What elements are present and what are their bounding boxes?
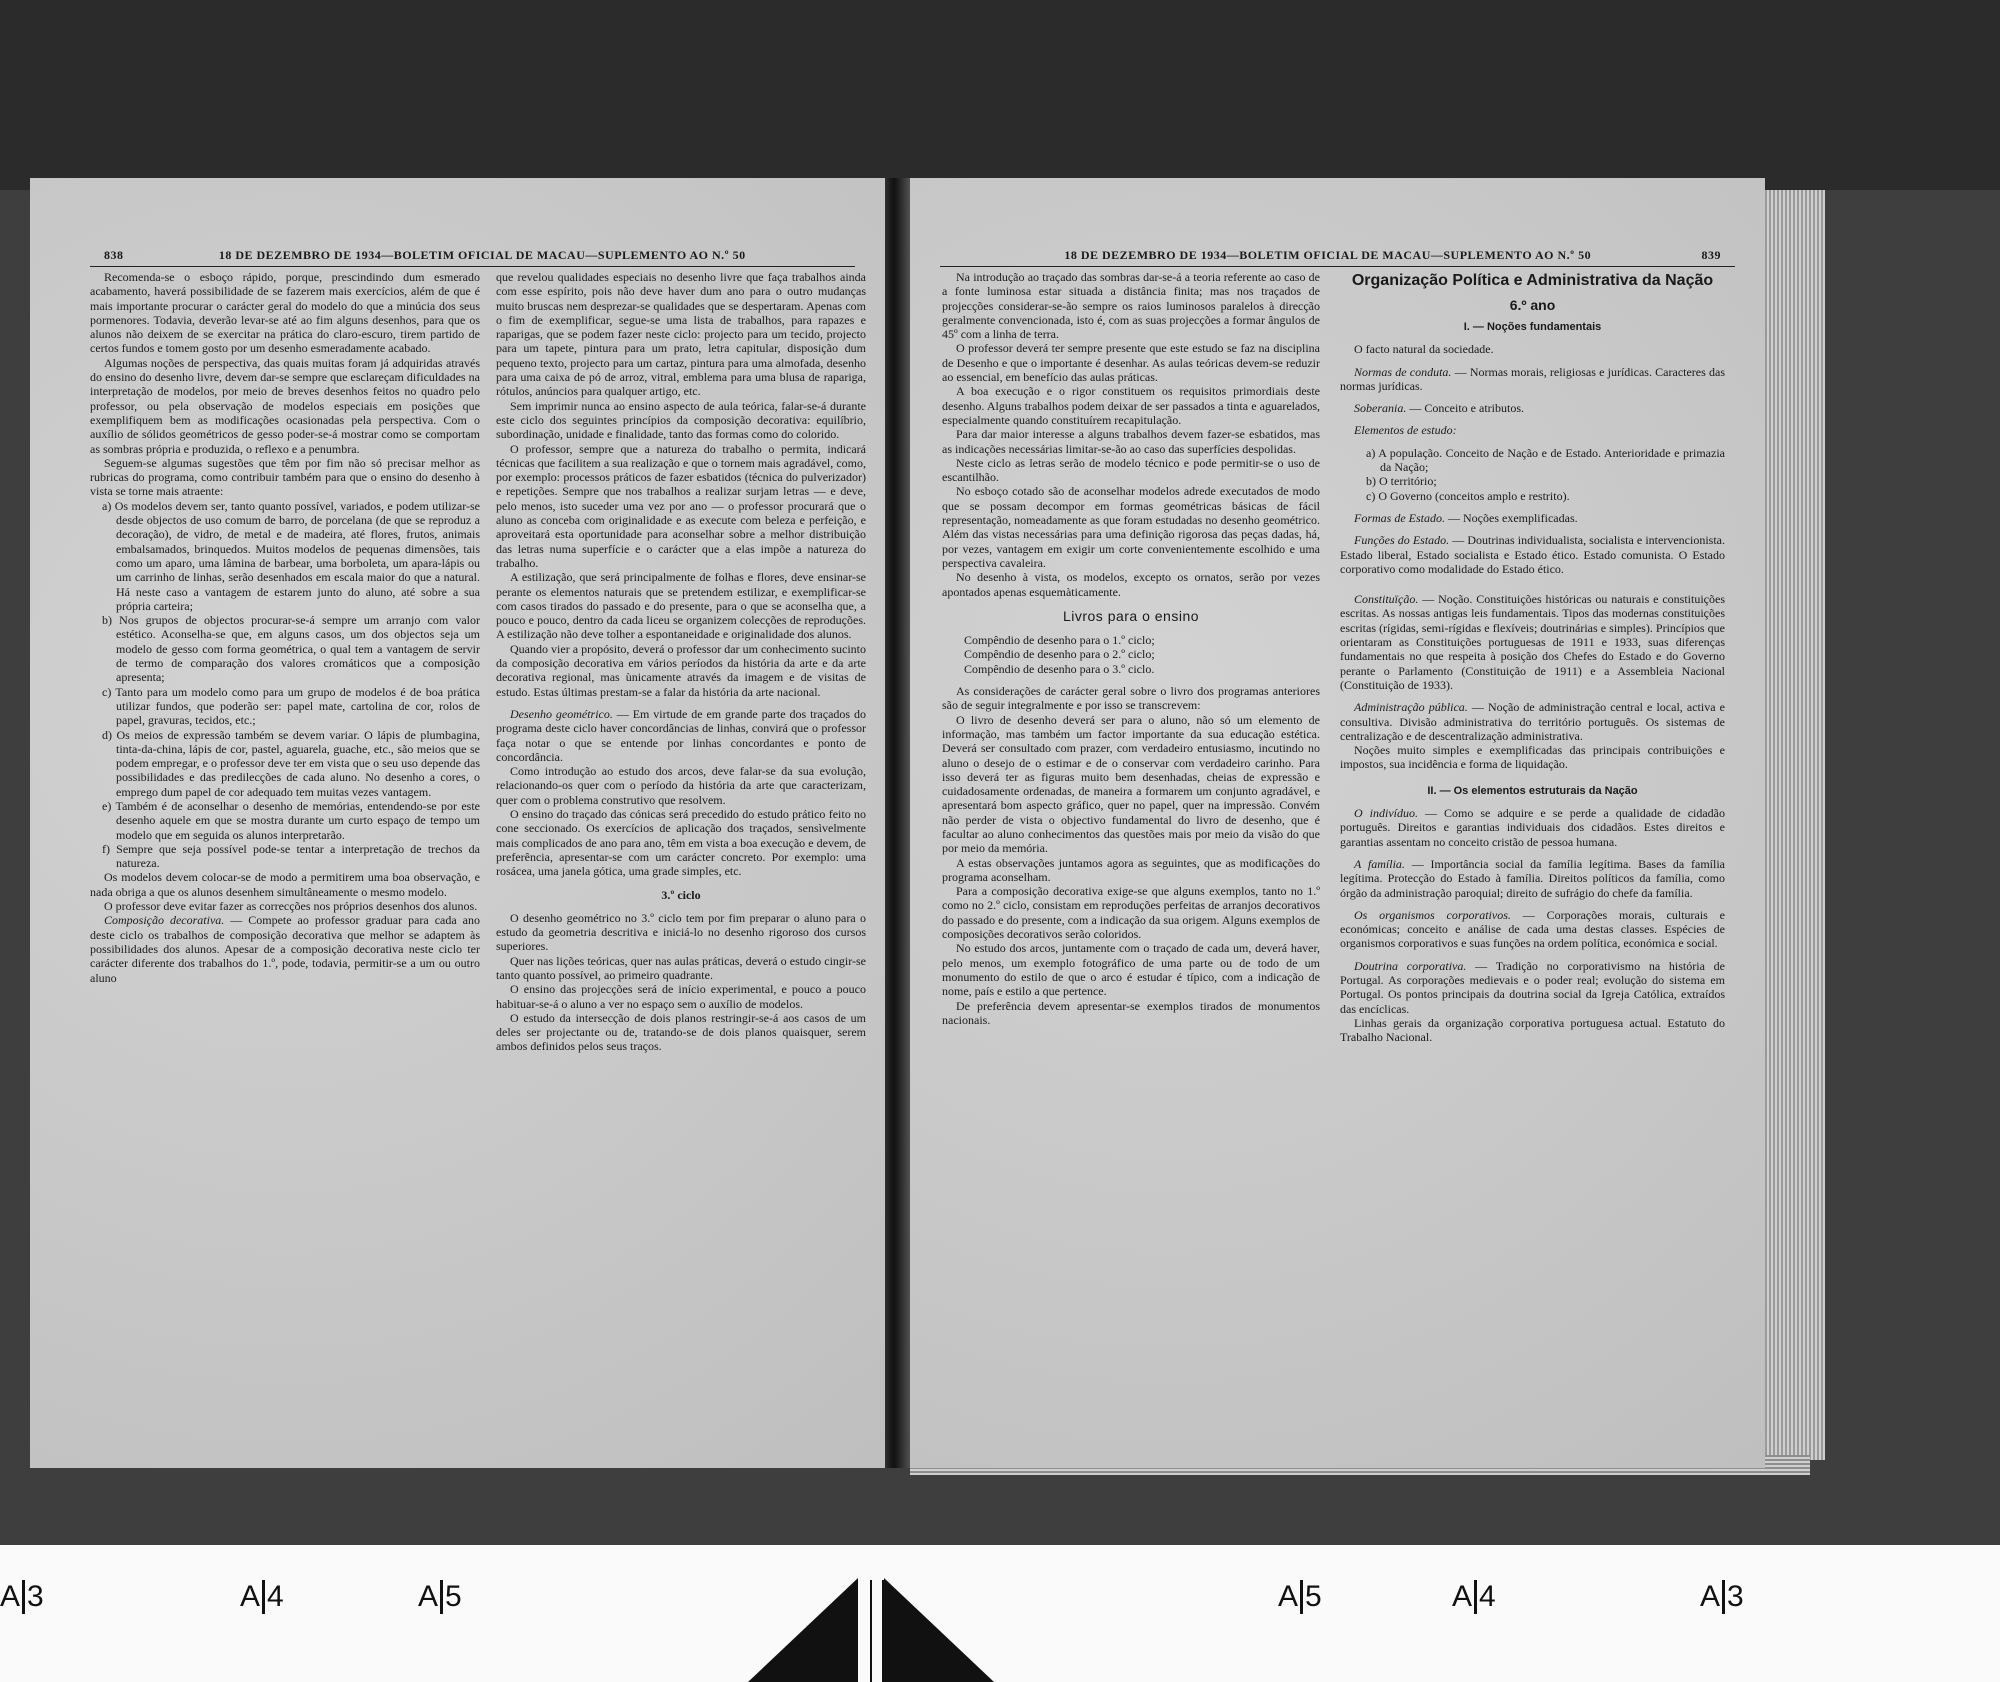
mark-letter: A — [418, 1580, 439, 1613]
paragraph: que revelou qualidades especiais no desenho livre que faça trabalhos ainda com esse espírito, pois não deve haver dum ano para o outro mudanças muito bruscas nem desprezar-se qualidades que se despertaram. Apenas com o fim de exemplificar, segue-se uma lista de trabalhos, para rapazes e raparigas, que se podem fazer neste ciclo: projecto para um tecido, projecto para um tapete, pintura para um prato, letra capitular, disposição dum pequeno texto, projecto para um cartaz, pintura para uma almofada, desenho para uma caixa de pó de arroz, vitral, emblema para uma blusa de rapariga, rótulos, anúncios para qualquer artigo, etc. — [496, 270, 866, 399]
paragraph: Os modelos devem colocar-se de modo a permitirem uma boa observação, e nada obriga a que os alunos desenhem simultâneamente o mesmo modelo. — [90, 870, 480, 899]
paragraph-text: — Importância social da família legítima. Bases da família legítima. Protecção do Estado à família. Direitos políticos da família, como órgão da administração paroquial; direito de sufrágio do chefe da família. — [1340, 856, 1725, 900]
mark-letter: A — [1278, 1580, 1299, 1613]
run-in-label: Constituïção. — [1354, 592, 1419, 607]
paragraph: Para a composição decorativa exige-se que alguns exemplos, tanto no 1.º como no 2.º ciclo, consistam em reproduções perfeitas de arranjos decorativos do passado e do presente, com a indicação da sua origem. Alguns exemplos de composições decorativos serão coloridos. — [942, 884, 1320, 942]
run-in-label: Os organismos corporativos. — [1354, 907, 1511, 922]
paragraph-text: — Compete ao professor graduar para cada ano deste ciclo os trabalhos de composição decorativa que melhor se adaptem às possibilidades dos alunos. Apesar de a composição decorativa neste ciclo ter carácter diferente dos trabalhos do 1.º, pode, todavia, permitir-se a um ou outro aluno — [90, 913, 480, 985]
paragraph: O facto natural da sociedade. — [1354, 342, 1494, 357]
mark-letter: A — [240, 1580, 261, 1613]
paragraph-text: — Tradição no corporativismo na história de Portugal. As corporações medievais e o poder real; evolução do sistema em Portugal. Os pontos principais da doutrina social da Igreja Católica, extraídos das encíclicas. — [1340, 958, 1725, 1016]
run-in-label: O indivíduo. — [1354, 806, 1419, 821]
list-item: b) O território; — [1366, 474, 1437, 489]
paragraph: Sem imprimir nunca ao ensino aspecto de aula teórica, falar-se-á durante este ciclo dos seguintes princípios da composição decorativa: equilíbrio, subordinação, unidade e finalidade, tanto das formas como do colorido. — [496, 398, 866, 442]
center-fold-line — [870, 1580, 872, 1682]
paragraph — [1340, 806, 1725, 849]
mark-number: 5 — [445, 1580, 462, 1613]
film-edge-marks — [0, 1580, 2000, 1640]
page-number: 839 — [1701, 248, 1721, 262]
page-edges-right — [1765, 190, 1825, 1460]
paragraph-text: — Conceito e atributos. — [1406, 401, 1524, 416]
page-number: 838 — [104, 248, 124, 262]
paragraph: Quando vier a propósito, deverá o professor dar um conhecimento sucinto da composição decorativa em vários períodos da história da arte e da arte decorativa regional, mas ùnicamente através da imagem e de visitas de estudo. Estas últimas prestam-se a falar da história da arte nacional. — [496, 641, 866, 699]
paragraph: O livro de desenho deverá ser para o aluno, não só um elemento de informação, mas também um factor importante da sua educação estética. Deverá ser consultado com prazer, com verdadeiro entusiasmo, incutindo no aluno o desejo de o estimar e de o conservar com verdadeiro carinho. Para isso deverá ter as figuras muito bem desenhadas, cheias de expressão e cuidadosamente ordenadas, de maneira a formarem um conjunto agradável, e apresentará bom aspecto gráfico, quer no papel, quer na impressão. Convém não perder de vista o objectivo fundamental do livro de desenho, que é facultar ao aluno conhecimentos das questões mais por meio da visão do que por meio da memória. — [942, 712, 1320, 856]
run-in-label: Funções do Estado. — [1354, 533, 1450, 548]
run-in-label: Normas de conduta. — [1354, 364, 1452, 379]
paragraph: O professor deve evitar fazer as correcções nos próprios desenhos dos alunos. — [104, 899, 478, 914]
film-mark — [1700, 1580, 1744, 1614]
paragraph: No esboço cotado são de aconselhar modelos adrede executados de modo que se possam decompor em formas geométricas básicas de fácil representação, nomeadamente as que foram estudadas no desenho geométrico. Além das vistas necessárias para uma definição rigorosa das peças dadas, há, por vezes, vantagem em exigir um corte convenientemente escolhido e uma perspectiva cavaleira. — [942, 484, 1320, 570]
paragraph: A boa execução e o rigor constituem os requisitos primordiais deste desenho. Alguns trabalhos podem deixar de ser passados a tinta e aguarelados, especialmente quando constituírem recapitulação. — [942, 384, 1320, 427]
paragraph: O estudo da intersecção de dois planos restringir-se-á aos casos de um deles ser projectante ou de, tratando-se de dois planos quaisquer, serem ambos definidos pelos seus traços. — [496, 1010, 866, 1054]
paragraph: A estilização, que será principalmente de folhas e flores, deve ensinar-se perante os elementos naturais que se pretendem estilizar, e exemplificar-se com casos tirados do passado e do presente, para o que se aconselha que, a pouco e pouco, dentro da cada liceu se organizem colecções de reproduções. A estilização não deve tolher a espontaneidade e originalidade dos alunos. — [496, 570, 866, 642]
run-in-label: Doutrina corporativa. — [1354, 958, 1467, 973]
left-running-head — [90, 248, 855, 267]
paragraph — [1340, 959, 1725, 1016]
section-heading: I. — Noções fundamentais — [1463, 321, 1602, 333]
paragraph — [1340, 700, 1725, 743]
film-mark — [1278, 1580, 1322, 1614]
paragraph: O ensino das projecções será de início experimental, e pouco a pouco habituar-se-á o aluno a ver no espaço sem o auxílio de modelos. — [496, 982, 866, 1011]
paragraph: Linhas gerais da organização corporativa portuguesa actual. Estatuto do Trabalho Nacional. — [1340, 1015, 1725, 1045]
run-in-label: Formas de Estado. — [1354, 510, 1445, 525]
mark-number: 5 — [1305, 1580, 1322, 1613]
paragraph — [1340, 908, 1725, 951]
paragraph-text: — Em virtude de em grande parte dos traçados do programa deste ciclo haver concordâncias de linhas, convirá que o professor faça notar o que se entende por linhas concordantes e ponto de concordância. — [496, 706, 866, 764]
paragraph: No desenho à vista, os modelos, excepto os ornatos, serão por vezes apontados apenas esquemàticamente. — [942, 570, 1320, 599]
list-item: e) Também é de aconselhar o desenho de memórias, entendendo-se por este desenho aquele em que se mostra durante um curto espaço de tempo um modelo que em seguida os alunos interpretarão. — [102, 798, 480, 842]
paragraph: As considerações de carácter geral sobre o livro dos programas anteriores são de seguir integralmente e por isso se transcrevem: — [942, 684, 1320, 713]
list-item: c) Tanto para um modelo como para um grupo de modelos é de boa prática utilizar fundos, que poderão ser: papel mate, cartolina de cor, rolos de papel, gravuras, tecidos, etc.; — [102, 684, 480, 728]
running-title: 18 DE DEZEMBRO DE 1934—BOLETIM OFICIAL DE MACAU—SUPLEMENTO AO N.º 50 — [1064, 248, 1592, 262]
paragraph — [1340, 365, 1725, 394]
paragraph-text: — Noções exemplificadas. — [1445, 510, 1578, 525]
paragraph: Algumas noções de perspectiva, das quais muitas foram já adquiridas através do ensino do desenho livre, devem dar-se sempre que esclareçam dificuldades na interpretação de modelos, por meio de breves desenhos feitos no quadro pelo professor, ou pela observação de modelos especiais em posições que exemplifiquem bem as modificações ocasionadas pela perspectiva. Com o auxílio de sólidos geométricos de gesso poder-se-á mostrar como se comportam as sombras própria e produzida, o reflexo e a penumbra. — [90, 355, 480, 456]
paragraph: No estudo dos arcos, juntamente com o traçado de cada um, deverá haver, pelo menos, um exemplo fotográfico de uma parte ou de todo de um monumento do estilo de que o arco é estudar é típico, com a indicação de nome, país e estilo a que pertence. — [942, 941, 1320, 999]
running-title: 18 DE DEZEMBRO DE 1934—BOLETIM OFICIAL DE MACAU—SUPLEMENTO AO N.º 50 — [218, 248, 746, 262]
film-top-border — [0, 0, 2000, 190]
paragraph — [496, 707, 866, 764]
paragraph: Para dar maior interesse a alguns trabalhos devem fazer-se esbatidos, mas as indicações necessárias limitar-se-ão ao caso das superfícies despolidas. — [942, 427, 1320, 456]
book-item: Compêndio de desenho para o 1.º ciclo; — [964, 633, 1155, 648]
list-item: a) Os modelos devem ser, tanto quanto possível, variados, e podem utilizar-se desde objectos de uso comum de barro, de porcelana (de que se reproduz a decoração), de vidro, de metal e de madeira, até flores, frutos, animais embalsamados, brinquedos. Muitos modelos de pequenas dimensões, tais como um aparo, uma lâmina de barbear, uma borboleta, um apara-lápis ou um carrinho de linhas, serão desenhados em escala maior do que a natural. Há neste caso a vantagem de estarem junto do aluno, até sobre a sua própria carteira; — [102, 498, 480, 613]
paragraph: Elementos de estudo: — [1354, 423, 1457, 438]
left-page — [30, 178, 885, 1468]
right-column-2 — [1340, 270, 1725, 1450]
paragraph: A estas observações juntamos agora as seguintes, que as modificações do programa aconselham. — [942, 855, 1320, 884]
book-item: Compêndio de desenho para o 2.º ciclo; — [964, 647, 1155, 662]
paragraph: Neste ciclo as letras serão de modelo técnico e pode permitir-se o uso de escantilhão. — [942, 455, 1320, 485]
list-item: a) A população. Conceito de Nação e de Estado. Anterioridade e primazia da Nação; — [1366, 445, 1725, 475]
list-item: c) O Governo (conceitos amplo e restrito). — [1366, 488, 1570, 503]
paragraph: Como introdução ao estudo dos arcos, deve falar-se da sua evolução, relacionando-os quer com o período da história da arte que caracterizam, quer com o problema construtivo que resolvem. — [496, 764, 866, 807]
center-fold-triangle-right — [884, 1578, 994, 1682]
mark-letter: A — [1700, 1580, 1721, 1613]
mark-number: 3 — [27, 1580, 44, 1613]
section-heading: II. — Os elementos estruturais da Nação — [1427, 784, 1638, 797]
section-heading: 3.º ciclo — [661, 888, 701, 903]
paragraph: Seguem-se algumas sugestões que têm por fim não só precisar melhor as rubricas do programa, como contribuir também para que o ensino do desenho à vista se torne mais atraente: — [90, 455, 480, 499]
run-in-label: Composição decorativa. — [104, 913, 225, 928]
paragraph: O ensino do traçado das cónicas será precedido do estudo prático feito no cone seccionado. Os exercícios de aplicação dos traçados, sensìvelmente mais complicados de ano para ano, têm em vista a boa execução e devem, de preferência, apresentar-se com um carácter concreto. Por exemplo: uma rosácea, uma janela gótica, uma grade simples, etc. — [496, 806, 866, 879]
right-page — [910, 178, 1765, 1468]
paragraph-text: — Doutrinas individualista, socialista e intervencionista. Estado liberal, Estado socialista e Estado ético. Estado comunista. O Estado corporativo como modalidade do Estado ético. — [1340, 533, 1725, 576]
paragraph-text: — Normas morais, religiosas e jurídicas. Caracteres das normas jurídicas. — [1340, 364, 1725, 393]
film-mark — [418, 1580, 462, 1614]
paragraph-text: — Como se adquire e se perde a qualidade de cidadão português. Direitos e garantias individuais dos cidadãos. Estes direitos e garantias assentam no conceito cristão de pessoa humana. — [1340, 806, 1725, 849]
paragraph: Recomenda-se o esboço rápido, porque, prescindindo dum esmerado acabamento, haverá possibilidade de se fazerem mais exercícios, além de que é mais importante procurar o carácter geral do modelo do que a minúcia dos seus pormenores. Todavia, deverão levar-se até ao fim alguns desenhos, para que os alunos não deixem de se exercitar na prática do claro-escuro, tirem partido de certos fundos e tomem gosto por um desenho esmeradamente acabado. — [90, 270, 480, 356]
film-mark — [0, 1580, 44, 1614]
paragraph: O professor, sempre que a natureza do trabalho o permita, indicará técnicas que facilitem a sua realização e que o tornem mais agradável, como, por exemplo: processos práticos de fazer esbatidos (técnica do pulverizador) e repetições. Sempre que nos trabalhos a realizar surjam letras — e deve, pelo menos, isto suceder uma vez por ano — o professor procurará que o aluno as conceba com originalidade e as execute com beleza e perfeição, e aproveitará esta oportunidade para aconselhar sobre a melhor distribuição das letras numa superfície e o carácter que a elas impõe a natureza do trabalho. — [496, 441, 866, 570]
paragraph — [1340, 592, 1725, 692]
paragraph: Na introdução ao traçado das sombras dar-se-á a teoria referente ao caso de a fonte luminosa estar situada a distância finita; mas nos traçados de projecções considerar-se-ão sempre os raios luminosos paralelos à direcção geralmente convencionada, isto é, com as suas projecções a formar ângulos de 45º com a linha de terra. — [942, 270, 1320, 342]
paragraph — [1340, 533, 1725, 576]
film-mark — [240, 1580, 284, 1614]
paragraph — [90, 913, 480, 984]
section-heading: Livros para o ensino — [1062, 607, 1200, 624]
paragraph: O desenho geométrico no 3.º ciclo tem por fim preparar o aluno para o estudo da geometria descritiva e iniciá-lo no desenho rigoroso dos cursos superiores. — [496, 910, 866, 954]
run-in-label: Desenho geométrico. — [510, 706, 613, 721]
paragraph-text: — Noção de administração central e local, activa e consultiva. Divisão administrativa do território português. Os sistemas de centralização e de descentralização administrativa. — [1340, 700, 1725, 743]
mark-number: 4 — [1479, 1580, 1496, 1613]
left-column-1 — [90, 270, 480, 1450]
center-fold-line — [882, 1580, 884, 1682]
mark-letter: A — [0, 1580, 21, 1613]
paragraph: De preferência devem apresentar-se exemplos tirados de monumentos nacionais. — [942, 998, 1320, 1027]
paragraph-text: — Corporações morais, culturais e económicas; conceito e análise de cada uma destas classes. Espécies de organismos corporativos e suas funções na ordem política, económica e social. — [1340, 907, 1725, 951]
list-item: b) Nos grupos de objectos procurar-se-á sempre um arranjo com valor estético. Aconselha-se que, em alguns casos, um dos objectos seja um modelo de gesso com forma geométrica, o qual tem a vantagem de servir de termo de comparação dos valores cromáticos que a composição apresenta; — [102, 613, 480, 685]
year-heading: 6.º ano — [1509, 297, 1556, 313]
book-item: Compêndio de desenho para o 3.º ciclo. — [964, 661, 1155, 676]
right-column-1 — [942, 270, 1320, 1450]
center-fold-triangle-left — [748, 1578, 858, 1682]
film-mark — [1452, 1580, 1496, 1614]
run-in-label: A família. — [1354, 856, 1405, 871]
paragraph-text: — Noção. Constituições históricas ou naturais e constituições escritas. As nossas antigas leis fundamentais. Tipos das modernas constituições escritas (rígidas, semi-rígidas e flexíveis; doutrinárias e simples). Princípios que orientaram as Constituições portuguesas de 1911 e 1933, suas diferenças fundamentais no que respeita à posição dos Chefes do Estado e do Governo perante o Parlamento (Constituição de 1911) e a Assembleia Nacional (Constituição de 1933). — [1340, 592, 1725, 692]
paragraph: Noções muito simples e exemplificadas das principais contribuições e impostos, sua incidência e forma de liquidação. — [1340, 743, 1725, 772]
paragraph — [1340, 511, 1725, 525]
run-in-label: Administração pública. — [1354, 700, 1468, 715]
left-column-2 — [496, 270, 866, 1450]
paragraph: Quer nas lições teóricas, quer nas aulas práticas, deverá o estudo cingir-se tanto quanto possível, ao primeiro quadrante. — [496, 953, 866, 982]
mark-number: 4 — [267, 1580, 284, 1613]
run-in-label: Soberania. — [1354, 401, 1407, 416]
paragraph — [1340, 857, 1725, 900]
list-item: f) Sempre que seja possível pode-se tentar a interpretação de trechos da natureza. — [102, 841, 480, 871]
mark-letter: A — [1452, 1580, 1473, 1613]
paragraph — [1340, 401, 1725, 415]
document-title: Organização Política e Administrativa da Nação — [1351, 272, 1714, 289]
list-item: d) Os meios de expressão também se devem variar. O lápis de plumbagina, tinta-da-china, lápis de cor, pastel, aguarela, guache, etc., são meios que se podem empregar, e o professor deve ter em vista que o seu uso depende das possibilidades e das predilecções de cada aluno. No desenho a cores, o emprego dum papel de cor adequado tem muitas vezes vantagem. — [102, 727, 480, 799]
mark-number: 3 — [1727, 1580, 1744, 1613]
paragraph: O professor deverá ter sempre presente que este estudo se faz na disciplina de Desenho e que o importante é desenhar. As aulas teóricas devem-se reduzir ao essencial, em benefício das aulas práticas. — [942, 341, 1320, 385]
right-running-head — [940, 248, 1735, 267]
